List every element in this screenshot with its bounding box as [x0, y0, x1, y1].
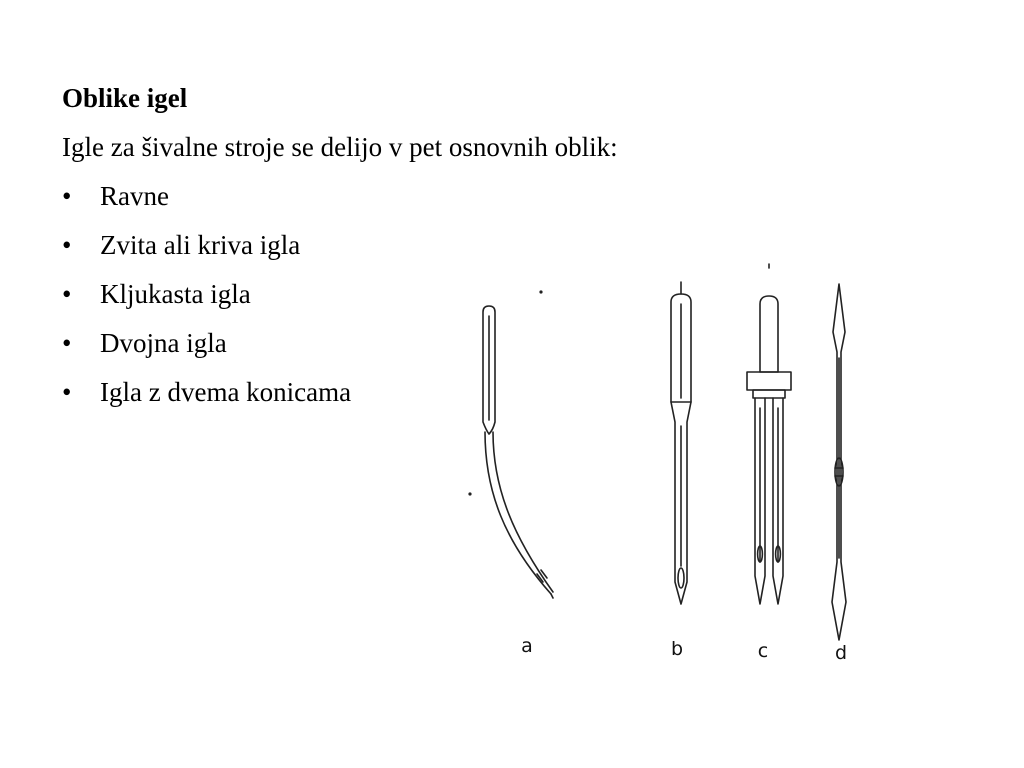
needle-shapes-list: [62, 176, 351, 421]
slide-title: Oblike igel: [62, 83, 188, 113]
figure-label-c: c: [757, 640, 769, 662]
curved-needle-drawing: [469, 291, 553, 598]
bullet-icon: •: [62, 230, 72, 260]
double-pointed-needle-drawing: [832, 284, 846, 640]
list-item: [62, 225, 351, 265]
list-item-label: Igla z dvema konicama: [100, 377, 352, 407]
double-needle-drawing: [747, 264, 791, 604]
figure-label-a: a: [521, 635, 533, 657]
needle-drawings: [455, 262, 875, 672]
bullet-icon: •: [62, 181, 72, 211]
figure-label-b: b: [670, 638, 684, 660]
list-item-label: Kljukasta igla: [100, 279, 251, 309]
bullet-icon: •: [62, 279, 72, 309]
list-item-label: Dvojna igla: [100, 328, 227, 358]
list-item: [62, 323, 351, 363]
list-item-label: Ravne: [100, 181, 169, 211]
intro-text: Igle za šivalne stroje se delijo v pet osnovnih oblik:: [62, 132, 618, 162]
straight-needle-drawing: [671, 282, 691, 604]
needle-types-figure: [455, 262, 875, 672]
list-item: [62, 274, 351, 314]
bullet-icon: •: [62, 377, 72, 407]
list-item: [62, 372, 351, 412]
list-item: [62, 176, 351, 216]
bullet-icon: •: [62, 328, 72, 358]
list-item-label: Zvita ali kriva igla: [100, 230, 301, 260]
figure-label-d: d: [834, 642, 848, 664]
